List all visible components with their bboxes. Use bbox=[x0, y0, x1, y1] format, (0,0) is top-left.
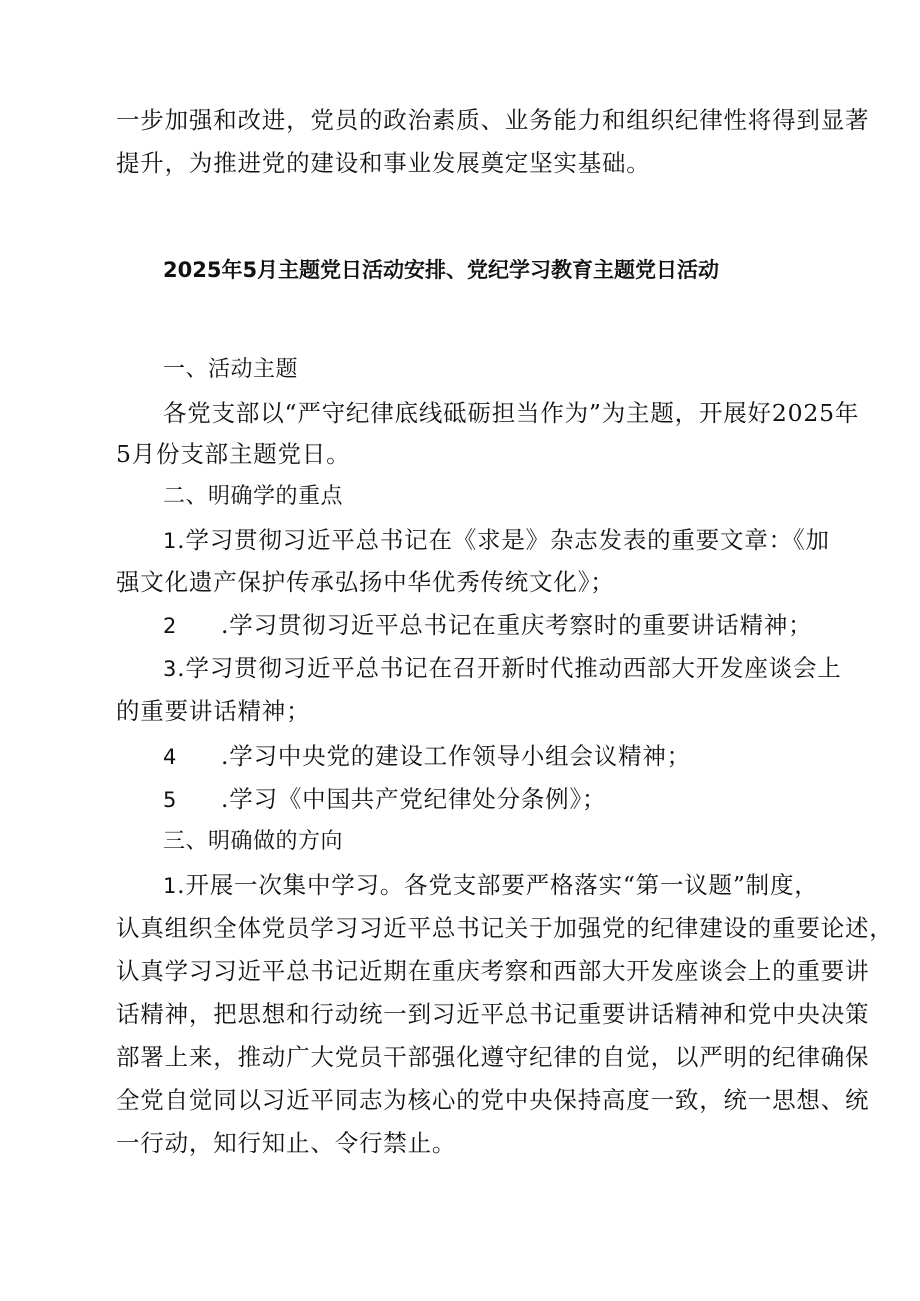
intro-line-2: 提升，为推进党的建设和事业发展奠定坚实基础。 bbox=[116, 149, 651, 177]
item-number: 1 bbox=[163, 529, 178, 553]
paragraph-line: 部署上来，推动广大党员干部强化遵守纪律的自觉，以严明的纪律确保 bbox=[116, 1043, 870, 1071]
list-item bbox=[163, 869, 819, 902]
paragraph-line: 全党自觉同以习近平同志为核心的党中央保持高度一致，统一思想、统 bbox=[116, 1086, 870, 1114]
list-item-continuation: 的重要讲话精神； bbox=[116, 697, 311, 725]
paragraph-line: 话精神，把思想和行动统一到习近平总书记重要讲话精神和党中央决策 bbox=[116, 1000, 870, 1028]
list-item bbox=[163, 783, 606, 816]
list-item bbox=[163, 740, 691, 773]
section-1-body-line-1: 各党支部以“严守纪律底线砥砺担当作为”为主题，开展好2025年 bbox=[163, 399, 860, 427]
list-item bbox=[163, 524, 830, 557]
item-number: 3 bbox=[163, 657, 178, 681]
item-number: 4 bbox=[163, 745, 178, 769]
item-number: 5 bbox=[163, 788, 178, 812]
item-text: .学习贯彻习近平总书记在重庆考察时的重要讲话精神； bbox=[221, 611, 813, 639]
section-2-heading: 二、明确学的重点 bbox=[163, 484, 344, 509]
intro-line-1: 一步加强和改进，党员的政治素质、业务能力和组织纪律性将得到显著 bbox=[116, 106, 870, 134]
section-3-heading: 三、明确做的方向 bbox=[163, 829, 344, 854]
item-number: 1 bbox=[163, 874, 178, 898]
section-1-heading: 一、活动主题 bbox=[163, 357, 299, 382]
item-text: .学习贯彻习近平总书记在召开新时代推动西部大开发座谈会上 bbox=[177, 654, 842, 682]
section-1-body-line-2: 5月份支部主题党日。 bbox=[116, 440, 351, 468]
item-text: .开展一次集中学习。各党支部要严格落实“第一议题”制度， bbox=[177, 871, 819, 899]
paragraph-line: 认真学习习近平总书记近期在重庆考察和西部大开发座谈会上的重要讲 bbox=[116, 957, 870, 985]
list-item bbox=[163, 652, 842, 685]
document-title: 2025年5月主题党日活动安排、党纪学习教育主题党日活动 bbox=[163, 258, 720, 282]
paragraph-line: 一行动，知行知止、令行禁止。 bbox=[116, 1129, 457, 1157]
item-text: .学习贯彻习近平总书记在《求是》杂志发表的重要文章：《加 bbox=[177, 526, 830, 554]
paragraph-line: 认真组织全体党员学习习近平总书记关于加强党的纪律建设的重要论述， bbox=[116, 914, 894, 942]
item-text: .学习《中国共产党纪律处分条例》； bbox=[221, 785, 607, 813]
item-number: 2 bbox=[163, 614, 178, 638]
list-item-continuation: 强文化遗产保护传承弘扬中华优秀传统文化》； bbox=[116, 568, 615, 596]
item-text: .学习中央党的建设工作领导小组会议精神； bbox=[221, 742, 691, 770]
list-item bbox=[163, 609, 812, 642]
